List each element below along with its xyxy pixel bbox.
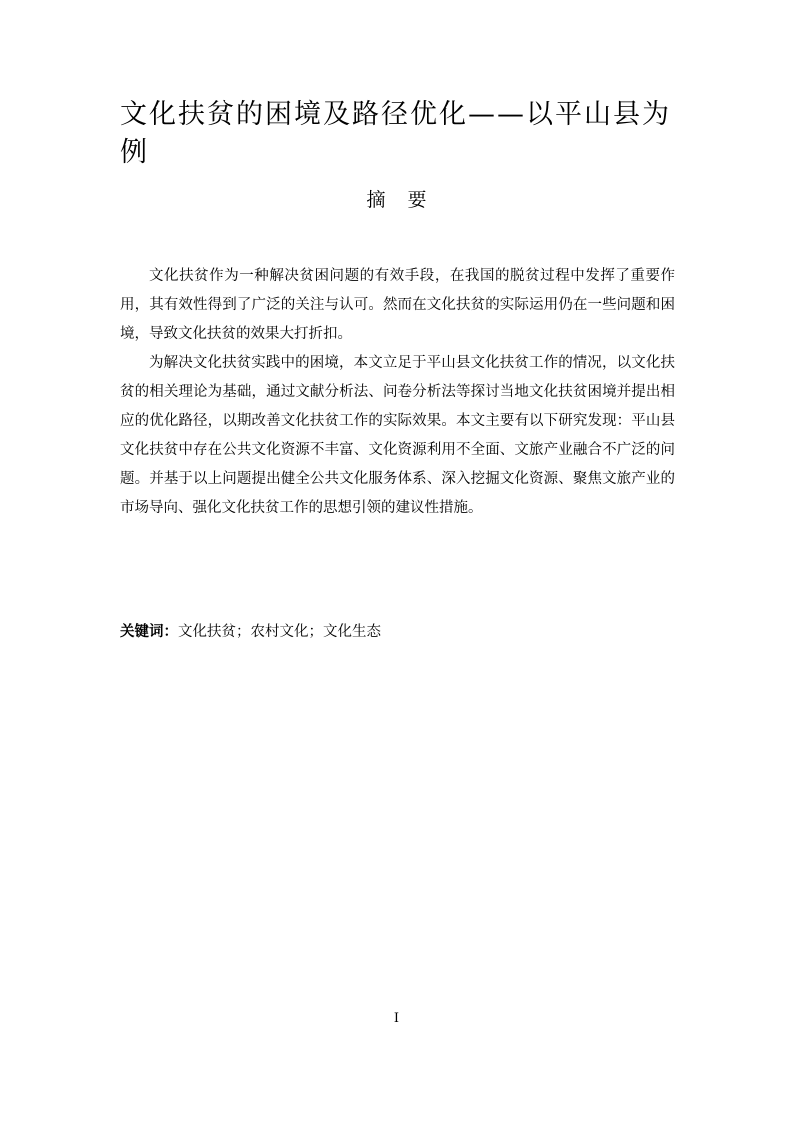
keywords-line (120, 618, 675, 647)
keywords-text: 文化扶贫；农村文化；文化生态 (178, 624, 381, 640)
abstract-paragraph-1: 文化扶贫作为一种解决贫困问题的有效手段，在我国的脱贫过程中发挥了重要作用，其有效性得到了广泛的关注与认可。然而在文化扶贫的实际运用仍在一些问题和困境，导致文化扶贫的效果大打折扣。 (120, 268, 675, 342)
page-number: I (393, 1011, 400, 1026)
abstract-heading (0, 186, 793, 214)
keywords-label: 关键词： (120, 624, 178, 640)
paper-title: 文化扶贫的困境及路径优化——以平山县为例 (120, 99, 671, 168)
abstract-heading-char-1: 摘 (366, 189, 386, 211)
abstract-paragraph-2: 为解决文化扶贫实践中的困境，本文立足于平山县文化扶贫工作的情况，以文化扶贫的相关理论为基础，通过文献分析法、问卷分析法等探讨当地文化扶贫困境并提出相应的优化路径，以期改善文化扶贫工作的实际效果。本文主要有以下研究发现：平山县文化扶贫中存在公共文化资源不丰富、文化资源利用不全面、文旅产业融合不广泛的问题。并基于以上问题提出健全公共文化服务体系、深入挖掘文化资源、聚焦文旅产业的市场导向、强化文化扶贫工作的思想引领的建议性措施。 (120, 355, 675, 516)
abstract-heading-char-2: 要 (407, 189, 427, 211)
abstract-body (120, 262, 675, 523)
